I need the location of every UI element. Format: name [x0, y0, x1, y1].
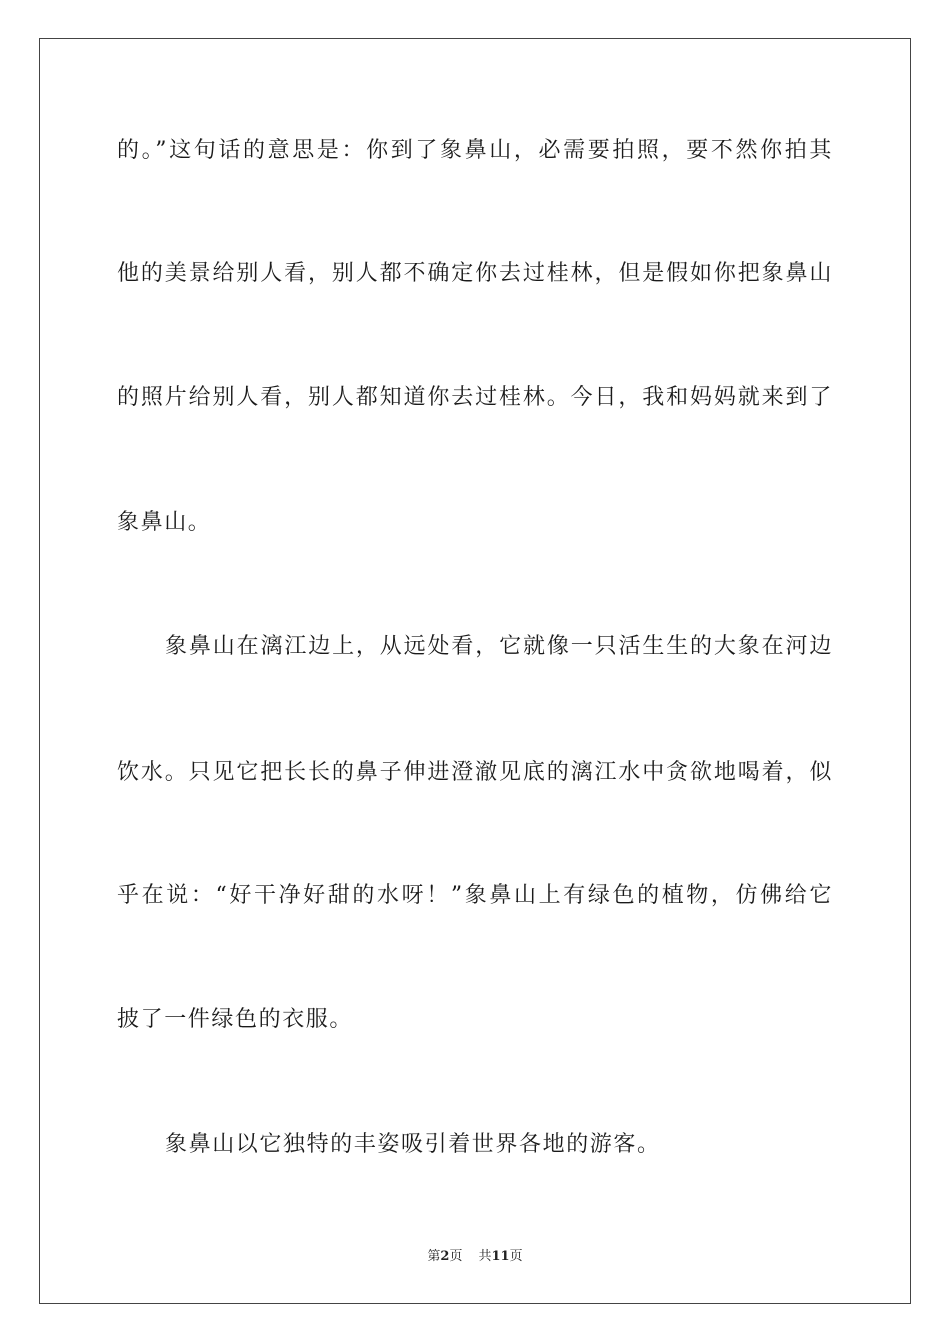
- text-line-2: 他的美景给别人看，别人都不确定你去过桂林，但是假如你把象鼻山: [117, 261, 833, 286]
- text-line-5: 象鼻山在漓江边上，从远处看，它就像一只活生生的大象在河边: [165, 634, 833, 659]
- footer-total-prefix: 共: [478, 1249, 492, 1264]
- text-line-3: 的照片给别人看，别人都知道你去过桂林。今日，我和妈妈就来到了: [117, 385, 833, 410]
- footer-page-prefix: 第: [427, 1249, 441, 1264]
- text-line-8: 披了一件绿色的衣服。: [117, 1007, 354, 1032]
- footer-page-suffix: 页: [449, 1249, 463, 1264]
- text-line-4: 象鼻山。: [117, 510, 212, 535]
- text-line-9: 象鼻山以它独特的丰姿吸引着世界各地的游客。: [165, 1132, 661, 1157]
- page-border: [39, 38, 911, 1304]
- text-line-1: 的。”这句话的意思是：你到了象鼻山，必需要拍照，要不然你拍其: [117, 138, 833, 163]
- footer-total-suffix: 页: [509, 1249, 523, 1264]
- text-line-7: 乎在说：“好干净好甜的水呀！”象鼻山上有绿色的植物，仿佛给它: [117, 883, 833, 908]
- page-footer: [0, 1248, 950, 1266]
- footer-page-number: 2: [440, 1249, 450, 1264]
- text-line-6: 饮水。只见它把长长的鼻子伸进澄澈见底的漓江水中贪欲地喝着，似: [117, 760, 833, 785]
- footer-total-pages: 11: [491, 1249, 510, 1264]
